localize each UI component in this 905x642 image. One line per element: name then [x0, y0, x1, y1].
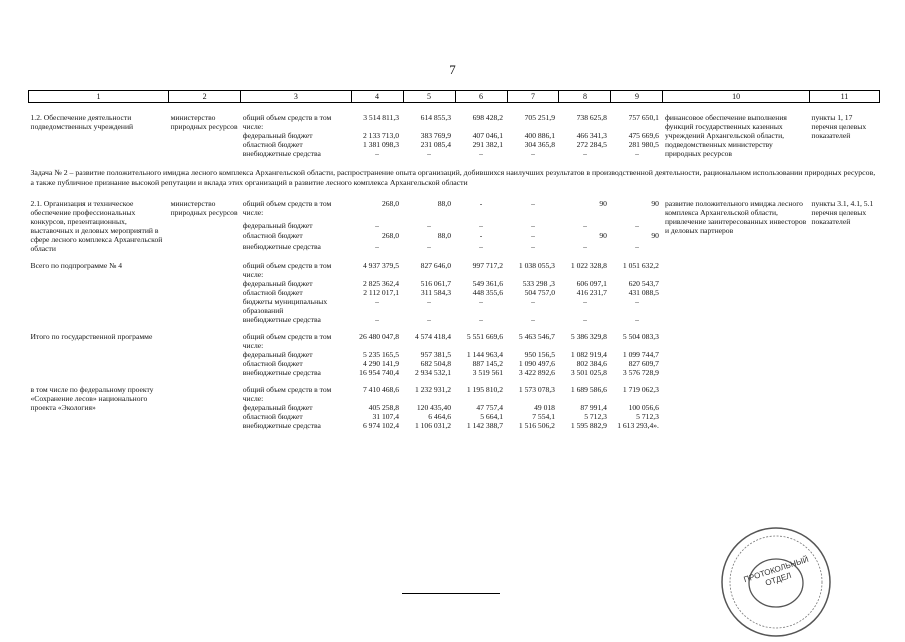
spacer-row — [29, 324, 880, 332]
table-row — [29, 332, 880, 350]
amount-cell: 1 516 506,2 — [518, 421, 555, 430]
column-header: 6 — [455, 91, 507, 103]
amount-cell: 1 142 388,7 — [466, 421, 503, 430]
amount-cell: 120 435,40 — [416, 403, 452, 412]
column-header: 10 — [663, 91, 809, 103]
page-number: 7 — [449, 62, 456, 77]
amount-cell: – — [531, 149, 535, 158]
amount-cell: 416 231,7 — [576, 288, 607, 297]
amount-cell: 100 056,6 — [628, 403, 659, 412]
amount-cell: – — [427, 149, 431, 158]
target-indicators: пункты 3.1, 4.1, 5.1 перечня целевых показателей — [811, 199, 874, 226]
amount-cell: 16 954 740,4 — [359, 368, 400, 377]
spacer-cell — [29, 103, 880, 114]
stamp-text: ПРОТОКОЛЬНЫЙ ОТДЕЛ — [742, 554, 810, 588]
amount-cell: 5 504 083,3 — [622, 332, 659, 341]
amount-cell: – — [583, 242, 587, 252]
amount-cell: 304 365,8 — [524, 140, 555, 149]
amount-cell: – — [583, 297, 587, 306]
amount-cell: 5 551 669,6 — [466, 332, 503, 341]
executor — [169, 385, 241, 430]
amount-cell: 281 980,5 — [628, 140, 659, 149]
expected-result — [663, 261, 809, 324]
amount-cell: 1 595 882,9 — [570, 421, 607, 430]
expected-result: развитие положительного имиджа лесного комплекса Архангельской области, привлечение заинтересованных инвесторов и деловых партнеров — [664, 199, 807, 235]
amount-cell: 827 646,0 — [420, 261, 452, 270]
amount-cell: 475 669,6 — [628, 131, 659, 140]
funding-source: внебюджетные средства — [242, 421, 321, 430]
executor: министерство природных ресурсов — [170, 113, 238, 131]
amount-cell: 231 085,4 — [420, 140, 452, 149]
amount-cell: 1 022 328,8 — [570, 261, 607, 270]
amount-cell: 407 046,1 — [472, 131, 503, 140]
amount-cell: – — [375, 297, 379, 306]
amount-cell: – — [427, 220, 431, 230]
funding-source: федеральный бюджет — [242, 131, 313, 140]
amount-cell: 757 650,1 — [628, 113, 659, 122]
funding-source: внебюджетные средства — [242, 242, 321, 252]
amount-cell: – — [635, 242, 639, 252]
amount-cell: – — [427, 242, 431, 252]
spacer-row — [29, 377, 880, 385]
amount-cell: 448 355,6 — [472, 288, 503, 297]
amount-cell: 549 361,6 — [472, 279, 503, 288]
spacer-cell — [29, 191, 880, 199]
amount-cell: – — [635, 149, 639, 158]
amount-cell: 268,0 — [381, 199, 400, 208]
measure-name: 1.2. Обеспечение деятельности подведомственных учреждений — [30, 113, 134, 131]
amount-cell: 7 410 468,6 — [362, 385, 400, 394]
amount-cell: 3 519 561 — [472, 368, 503, 377]
amount-cell: 4 937 379,5 — [362, 261, 400, 270]
amount-cell: 6 974 102,4 — [362, 421, 400, 430]
amount-cell: 957 381,5 — [420, 350, 452, 359]
measure-name: Итого по государственной программе — [30, 332, 153, 341]
amount-cell: – — [479, 149, 483, 158]
amount-cell: 3 501 025,8 — [570, 368, 607, 377]
amount-cell: 31 107,4 — [372, 412, 400, 421]
spacer-row — [29, 103, 880, 114]
amount-cell: 5 235 165,5 — [362, 350, 400, 359]
amount-cell: 7 554,1 — [532, 412, 555, 421]
amount-cell: 682 504,8 — [420, 359, 452, 368]
amount-cell: 620 543,7 — [628, 279, 659, 288]
amount-cell: – — [427, 315, 431, 324]
amount-cell: 1 573 078,3 — [518, 385, 555, 394]
amount-cell: 533 298 ,3 — [522, 279, 555, 288]
amount-cell: 5 664,1 — [480, 412, 503, 421]
column-header: 8 — [559, 91, 611, 103]
column-header: 11 — [809, 91, 879, 103]
target-indicators — [809, 261, 879, 324]
amount-cell: - — [479, 199, 483, 208]
amount-cell: 1 232 931,2 — [414, 385, 452, 394]
amount-cell: 5 463 546,7 — [518, 332, 555, 341]
funding-source: общий объем средств в том числе: — [242, 113, 332, 131]
amount-cell: 90 — [599, 199, 607, 208]
table-row — [29, 199, 880, 221]
amount-cell: 272 284,5 — [576, 140, 607, 149]
executor — [169, 332, 241, 377]
amount-cell: 802 384,6 — [576, 359, 607, 368]
amount-cell: – — [531, 315, 535, 324]
amount-cell: 1 719 062,3 — [622, 385, 659, 394]
amount-cell: 4 290 141,9 — [362, 359, 400, 368]
amount-cell: 431 088,5 — [628, 288, 659, 297]
amount-cell: 3 422 892,6 — [518, 368, 555, 377]
executor: министерство природных ресурсов — [170, 199, 238, 217]
expected-result — [663, 332, 809, 377]
column-header: 2 — [169, 91, 241, 103]
measure-name: 2.1. Организация и техническое обеспечение профессиональных конкурсов, презентационных, выставочных и деловых мероприятий в сфере лесного комплекса Архангельской области — [30, 199, 163, 253]
column-header: 1 — [29, 91, 169, 103]
amount-cell: – — [479, 220, 483, 230]
spacer-cell — [29, 324, 880, 332]
funding-source: федеральный бюджет — [242, 220, 313, 230]
amount-cell: – — [635, 297, 639, 306]
amount-cell: 49 018 — [534, 403, 555, 412]
amount-cell: 1 106 031,2 — [414, 421, 452, 430]
measure-name: Всего по подпрограмме № 4 — [30, 261, 123, 270]
amount-cell: 504 757,0 — [524, 288, 555, 297]
amount-cell: 311 584,3 — [420, 288, 452, 297]
measure-name: в том числе по федеральному проекту «Сохранение лесов» национального проекта «Экология» — [30, 385, 154, 412]
program-table — [28, 90, 880, 430]
spacer-cell — [29, 253, 880, 261]
funding-source: федеральный бюджет — [242, 403, 313, 412]
amount-cell: 2 825 362,4 — [362, 279, 400, 288]
amount-cell: – — [427, 297, 431, 306]
funding-source: внебюджетные средства — [242, 149, 321, 158]
column-header: 9 — [611, 91, 663, 103]
amount-cell: – — [479, 315, 483, 324]
amount-cell: 1 381 098,3 — [362, 140, 400, 149]
amount-cell: 950 156,5 — [524, 350, 555, 359]
funding-source: общий объем средств в том числе: — [242, 332, 332, 350]
amount-cell: 4 574 418,4 — [414, 332, 452, 341]
funding-source: общий объем средств в том числе: — [242, 199, 332, 217]
funding-source: внебюджетные средства — [242, 368, 321, 377]
amount-cell: 87 991,4 — [580, 403, 607, 412]
funding-source: областной бюджет — [242, 231, 303, 241]
amount-cell: 466 341,3 — [576, 131, 607, 140]
funding-source: федеральный бюджет — [242, 350, 313, 359]
amount-cell: – — [479, 297, 483, 306]
amount-cell: – — [375, 149, 379, 158]
expected-result — [663, 385, 809, 430]
spacer-row — [29, 191, 880, 199]
amount-cell: 5 712,3 — [636, 412, 659, 421]
amount-cell: – — [531, 297, 535, 306]
amount-cell: 705 251,9 — [524, 113, 555, 122]
amount-cell: – — [635, 220, 639, 230]
amount-cell: – — [583, 149, 587, 158]
amount-cell: 3 514 811,3 — [363, 113, 400, 122]
amount-cell: 1 689 586,6 — [570, 385, 607, 394]
amount-cell: – — [375, 242, 379, 252]
column-header: 5 — [403, 91, 455, 103]
amount-cell: – — [635, 315, 639, 324]
amount-cell: 5 712,3 — [584, 412, 607, 421]
amount-cell: 1 613 293,4». — [617, 421, 659, 430]
amount-cell: – — [531, 231, 535, 241]
amount-cell: – — [531, 220, 535, 230]
funding-source: общий объем средств в том числе: — [242, 385, 332, 403]
column-header: 4 — [351, 91, 403, 103]
amount-cell: 3 576 728,9 — [622, 368, 659, 377]
amount-cell: 1 090 497,6 — [518, 359, 555, 368]
table-body — [29, 103, 880, 431]
table-row — [29, 385, 880, 403]
amount-cell: – — [375, 315, 379, 324]
amount-cell: 47 757,4 — [476, 403, 503, 412]
amount-cell: 291 382,1 — [472, 140, 503, 149]
target-indicators — [809, 385, 879, 430]
amount-cell: 2 934 532,1 — [414, 368, 452, 377]
target-indicators — [809, 332, 879, 377]
amount-cell: 1 038 055,3 — [518, 261, 555, 270]
amount-cell: 698 428,2 — [472, 113, 503, 122]
amount-cell: - — [479, 231, 483, 241]
amount-cell: 606 097,1 — [576, 279, 607, 288]
amount-cell: 827 609,7 — [628, 359, 659, 368]
amount-cell: 1 195 810,2 — [466, 385, 503, 394]
amount-cell: – — [583, 315, 587, 324]
funding-source: бюджеты муниципальных образований — [242, 297, 328, 315]
amount-cell: 1 144 963,4 — [466, 350, 503, 359]
column-header: 3 — [241, 91, 351, 103]
amount-cell: 738 625,8 — [576, 113, 607, 122]
table-row — [29, 261, 880, 279]
funding-source: внебюджетные средства — [242, 315, 321, 324]
amount-cell: 383 769,9 — [420, 131, 452, 140]
amount-cell: 1 099 744,7 — [622, 350, 659, 359]
amount-cell: 614 855,3 — [420, 113, 452, 122]
column-number-row — [29, 91, 880, 103]
spacer-cell — [29, 377, 880, 385]
target-indicators: пункты 1, 17 перечня целевых показателей — [811, 113, 867, 140]
amount-cell: – — [479, 242, 483, 252]
signature-line — [402, 593, 500, 594]
funding-source: областной бюджет — [242, 412, 303, 421]
funding-source: областной бюджет — [242, 359, 303, 368]
amount-cell: 26 480 047,8 — [359, 332, 400, 341]
amount-cell: 516 061,7 — [420, 279, 452, 288]
amount-cell: 90 — [599, 231, 607, 241]
amount-cell: 1 082 919,4 — [570, 350, 607, 359]
funding-source: областной бюджет — [242, 140, 303, 149]
amount-cell: 1 051 632,2 — [622, 261, 659, 270]
amount-cell: 90 — [651, 231, 659, 241]
spacer-row — [29, 253, 880, 261]
executor — [169, 261, 241, 324]
funding-source: областной бюджет — [242, 288, 303, 297]
task-row — [29, 164, 880, 191]
amount-cell: 2 112 017,1 — [363, 288, 400, 297]
amount-cell: – — [375, 220, 379, 230]
funding-source: общий объем средств в том числе: — [242, 261, 332, 279]
amount-cell: 5 386 329,8 — [570, 332, 607, 341]
amount-cell: 400 886,1 — [524, 131, 555, 140]
amount-cell: – — [531, 199, 535, 208]
amount-cell: 887 145,2 — [472, 359, 503, 368]
expected-result: финансовое обеспечение выполнения функций государственных казенных учреждений Архангельской области, подведомственных министерству природных ресурсов — [664, 113, 787, 158]
amount-cell: 268,0 — [381, 231, 400, 241]
amount-cell: 405 258,8 — [368, 403, 400, 412]
amount-cell: – — [531, 242, 535, 252]
amount-cell: 90 — [651, 199, 659, 208]
amount-cell: 88,0 — [437, 199, 452, 208]
amount-cell: – — [583, 220, 587, 230]
column-header: 7 — [507, 91, 559, 103]
task-2-text: Задача № 2 – развитие положительного имиджа лесного комплекса Архангельской области, распространение опыта организаций, добившихся наилучших результатов в производственной деятельности, рациональном использовании природных ресурсов, а также публичное признание высокой репутации и вклада этих организаций в развитие лесного комплекса Архангельской области — [30, 168, 876, 187]
amount-cell: 997 717,2 — [472, 261, 503, 270]
funding-source: федеральный бюджет — [242, 279, 313, 288]
amount-cell: 2 133 713,0 — [362, 131, 400, 140]
amount-cell: 88,0 — [437, 231, 452, 241]
amount-cell: 6 464,6 — [428, 412, 452, 421]
table-row — [29, 113, 880, 131]
